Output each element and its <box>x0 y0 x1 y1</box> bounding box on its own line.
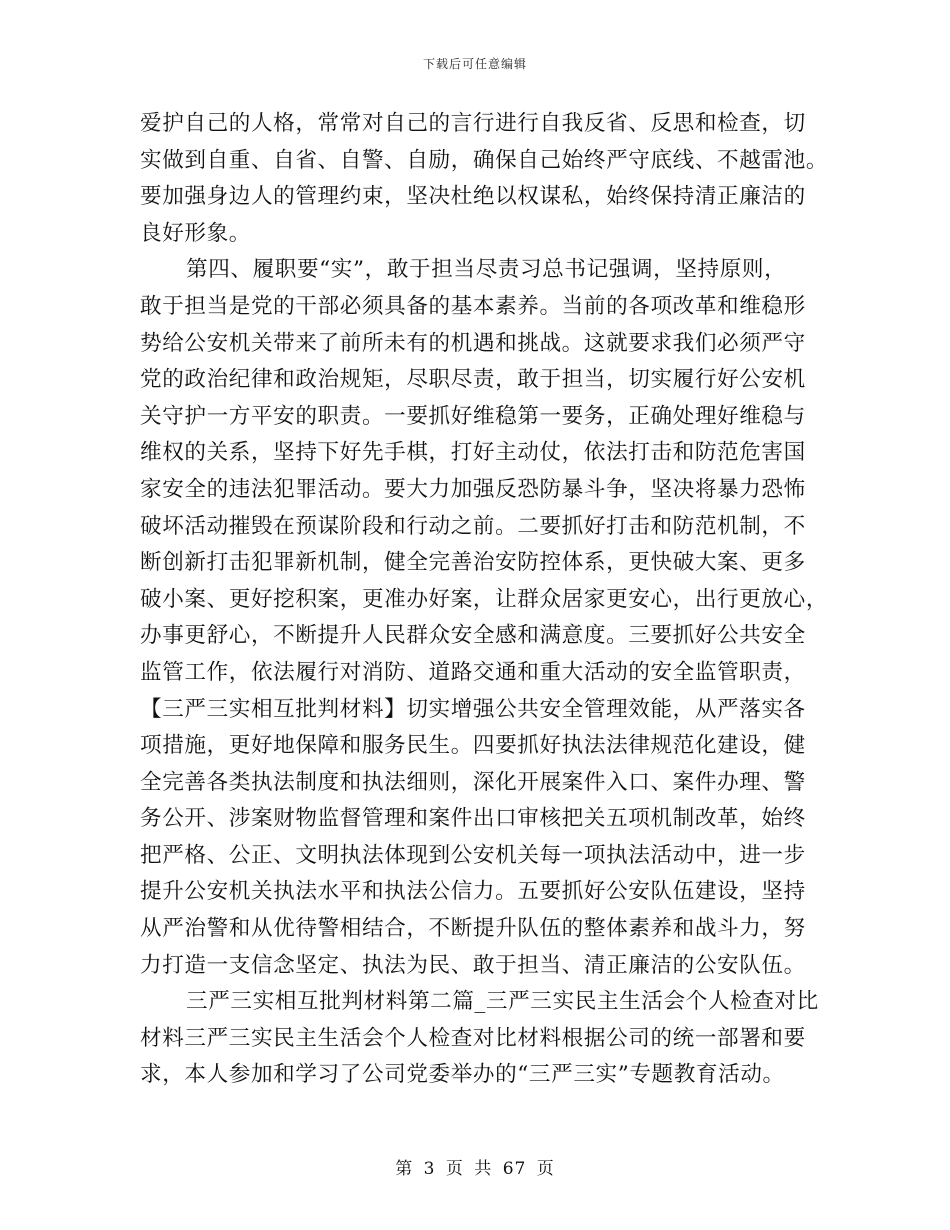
text-line: 【三严三实相互批判材料】切实增强公共安全管理效能，从严落实各 <box>140 696 806 722</box>
text-line: 提升公安机关执法水平和执法公信力。五要抓好公安队伍建设，坚持 <box>140 879 806 905</box>
text-line: 关守护一方平安的职责。一要抓好维稳第一要务，正确处理好维稳与 <box>140 403 806 429</box>
text-line: 维权的关系，坚持下好先手棋，打好主动仗，依法打击和防范危害国 <box>140 440 806 466</box>
page-number: 第 3 页 共 67 页 <box>395 1159 555 1179</box>
text-line: 全完善各类执法制度和执法细则，深化开展案件入口、案件办理、警 <box>140 769 806 795</box>
text-line: 办事更舒心，不断提升人民群众安全感和满意度。三要抓好公共安全 <box>140 623 806 649</box>
text-line: 爱护自己的人格，常常对自己的言行进行自我反省、反思和检查，切 <box>140 111 806 136</box>
text-line: 破坏活动摧毁在预谋阶段和行动之前。二要抓好打击和防范机制，不 <box>140 513 806 539</box>
text-line: 材料三严三实民主生活会个人检查对比材料根据公司的统一部署和要 <box>140 1025 806 1051</box>
text-line: 断创新打击犯罪新机制，健全完善治安防控体系，更快破大案、更多 <box>140 550 806 576</box>
text-line: 项措施，更好地保障和服务民生。四要抓好执法法律规范化建设，健 <box>140 733 806 759</box>
text-line: 实做到自重、自省、自警、自励，确保自己始终严守底线、不越雷池。 <box>140 147 829 173</box>
paragraph-2 <box>140 252 829 984</box>
paragraph-1 <box>140 106 829 252</box>
text-line: 要加强身边人的管理约束，坚决杜绝以权谋私，始终保持清正廉洁的 <box>140 184 806 210</box>
text-line: 把严格、公正、文明执法体现到公安机关每一项执法活动中，进一步 <box>140 842 806 868</box>
paragraph-3 <box>140 984 819 1094</box>
text-line: 良好形象。 <box>140 220 251 246</box>
text-line: 第四、履职要“实”，敢于担当尽责习总书记强调，坚持原则， <box>186 257 787 283</box>
text-line: 从严治警和从优待警相结合，不断提升队伍的整体素养和战斗力，努 <box>140 916 806 942</box>
text-line: 党的政治纪律和政治规矩，尽职尽责，敢于担当，切实履行好公安机 <box>140 367 806 393</box>
text-line: 敢于担当是党的干部必须具备的基本素养。当前的各项改革和维稳形 <box>140 293 806 319</box>
page-header-note: 下载后可任意编辑 <box>422 57 527 71</box>
text-line: 势给公安机关带来了前所未有的机遇和挑战。这就要求我们必须严守 <box>140 330 806 356</box>
document-body <box>140 106 829 1094</box>
text-line: 破小案、更好挖积案，更准办好案，让群众居家更安心，出行更放心， <box>140 586 829 612</box>
text-line: 务公开、涉案财物监督管理和案件出口审核把关五项机制改革，始终 <box>140 806 806 832</box>
text-line: 家安全的违法犯罪活动。要大力加强反恐防暴斗争，坚决将暴力恐怖 <box>140 476 806 502</box>
text-line: 三严三实相互批判材料第二篇_三严三实民主生活会个人检查对比 <box>186 989 819 1015</box>
text-line: 求，本人参加和学习了公司党委举办的“三严三实”专题教育活动。 <box>140 1062 785 1088</box>
text-line: 力打造一支信念坚定、执法为民、敢于担当、清正廉洁的公安队伍。 <box>140 952 806 978</box>
text-line: 监管工作，依法履行对消防、道路交通和重大活动的安全监管职责， <box>140 659 806 685</box>
